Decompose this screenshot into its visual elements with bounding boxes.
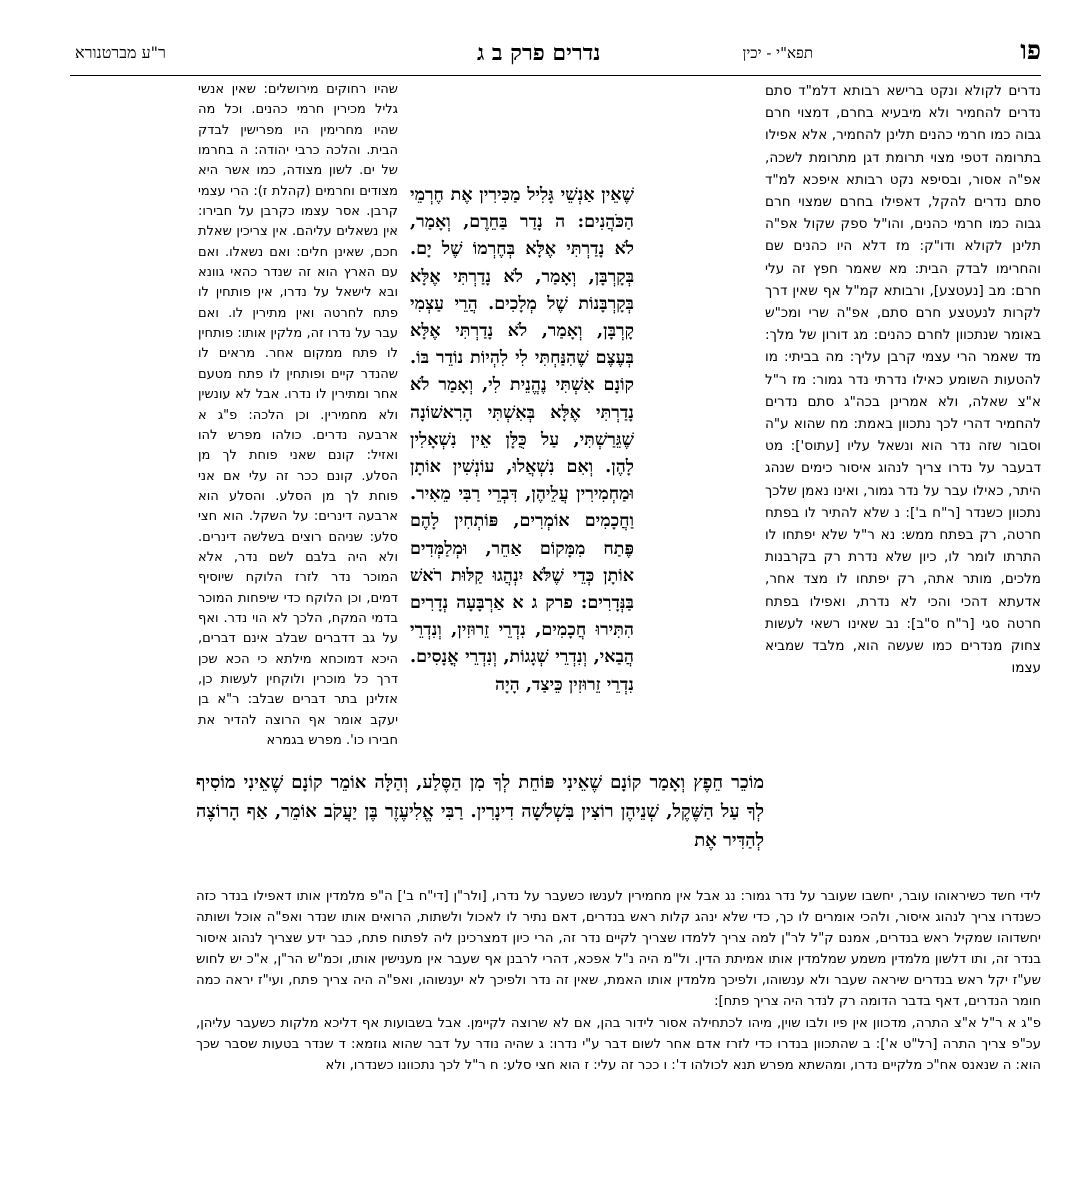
tiferet-yisrael-text: נדרים לקולא ונקט ברישא רבותא דלמ"ד סתם נדרים להחמיר ולא מיבעיא בחרם, דמצוי חרם גבוה כמו חרמי כהנים תלינן להחמיר, אלא אפילו בתרומה דטפי מצוי תרומת דגן מתרומת לשכה, אפ"ה אסור, ובסיפא נקט רבותא איפכא למ"ד סתם נדרים להקל, דאפילו בחרם שמצוי חרם גבוה כמו חרמי כהנים, והו"ל ספק שקול אפ"ה תלינן לקולא ודו"ק: מז דלא היו כהנים שם והחרימו לבדק הבית: מא שאמר חפץ זה עלי חרם: מב [נעטצע], ורבותא קמ"ל אף שאין דרך לקרות לנעטצע חרם סתם, אפ"ה שרי ומכ"ש באומר שנתכוון לחרם כהנים: מג דורון של מלך: מד שאמר הרי עצמי קרבן עליך: מה בביתי: מו להטעות השומע כאילו נדרתי נדר גמור: מז ר"ל א"צ שאלה, ולא אמרינן בכה"ג סתם נדרים להחמיר דהרי לכך נתכוון באמת: מח שהוא ע"ה וסבור שזה נדר הוא ונשאל עליו [עתוס']: מט דבעבר על נדרו צריך לנהוג איסור כימים שנהג היתר, כאילו עבר על נדר גמור, ואינו נאמן שלכך נתכוון כשנדר [ר"ח ב']: נ שלא להתיר לו בפתח חרטה, רק בפתח ממש: נא ר"ל שלא יפתחו לו התרתו לומר לו, כיון שלא נדרת רק בקרבנות מלכים, מותר אתה, רק יפתחו לו מצד אחר, אדעתא דהכי והכי לא נדרת, ואפילו בפתח חרטה סגי [ר"ח ס"ב]: נב שאינו רשאי לעשות צחוק מנדרים כמו שעשה הוא, מלבד שמביא עצמו: [765, 83, 1041, 677]
commentary-left-column: [198, 80, 398, 752]
footnote-paragraph: לידי חשד כשיראוהו עובר, יחשבו שעובר על נדר גמור: נג אבל אין מחמירין לענשו כשעבר על נדרו, [ולר"ן [די"ח ב'] ה"פ מלמדין אותו דאפילו בנדר כזה כשנדרו צריך לנהוג איסור, ולהכי אומרים לו כך, כדי שלא ינהג קלות ראש בנדרים, דאם נתיר לו לאכול ולשתות, הרואים אותו שנדר ואפ"ה אוכל ושותה יחשדוהו שמקיל ראש בנדרים, אמנם ק"ל לר"ן למה צריך ללמדו שצריך לקיים נדר זה, הרי כיון דמצרכינן ליה לפתוח פתח, כבר ידע שצריך לנהוג איסור בנדר זה, ותו דלשון מלמדין משמע שמלמדין אותו אמיתת הדין. ול"מ היה נ"ל אפכא, דהרי לרבנן אף שעבר אין מענישין אותו, וכמ"ש הר"ן, א"כ יש לחוש שע"ז יקל ראש בנדרים שיראה שעבר ולא ענשוהו, ולפיכך מלמדין אותו האמת, שאין זה נדר ולפיכך לא יענשוהו, ואפ"ה היה צריך פתח, ועי"ז יראה כמה חומר הנדרים, דאף בדבר הדומה רק לנדר היה צריך פתח]:: [196, 889, 1041, 1010]
mishna-text: שֶׁאֵין אַנְשֵׁי גָּלִיל מַכִּירִין אֶת חֶרְמֵי הַכֹּהֲנִים: ה נָדַר בַּחֵרֶם, וְאָמַר, לֹא נָדַרְתִּי אֶלָּא בְּחֶרְמוֹ שֶׁל יָם. בְּקָרְבָּן, וְאָמַר, לֹא נָדַרְתִּי אֶלָּא בְּקָרְבָּנוֹת שֶׁל מְלָכִים. הֲרֵי עַצְמִי קָרְבָּן, וְאָמַר, לֹא נָדַרְתִּי אֶלָּא בְּעֶצֶם שֶׁהִנַּחְתִּי לִי לִהְיוֹת נוֹדֵר בּוֹ. קוֹנָם אִשְׁתִּי נֶהֱנֵית לִי, וְאָמַר לֹא נָדַרְתִּי אֶלָּא בְּאִשְׁתִּי הָרִאשׁוֹנָה שֶׁגֵּרַשְׁתִּי, עַל כֻּלָּן אֵין נִשְׁאָלִין לָהֶן. וְאִם נִשְׁאֲלוּ, עוֹנְשִׁין אוֹתָן וּמַחְמִירִין עֲלֵיהֶן, דִּבְרֵי רַבִּי מֵאִיר. וַחֲכָמִים אוֹמְרִים, פּוֹתְחִין לָהֶם פֶּתַח מִמָּקוֹם אַחֵר, וּמְלַמְּדִים אוֹתָן כְּדֵי שֶׁלֹּא יִנְהֲגוּ קַלּוּת רֹאשׁ בַּנְּדָרִים: פרק ג א אַרְבָּעָה נְדָרִים הִתִּירוּ חֲכָמִים, נִדְרֵי זֵרוּזִין, וְנִדְרֵי הֲבַאי, וְנִדְרֵי שְׁגָגוֹת, וְנִדְרֵי אֳנָסִים. נִדְרֵי זֵרוּזִין כֵּיצַד, הָיָה: [410, 185, 634, 695]
footnotes-block: [196, 886, 1041, 1186]
commentary-right-column: [765, 80, 1041, 770]
mishna-continuation: [196, 768, 764, 885]
running-head-left: ר"ע מברטנורא: [75, 43, 166, 62]
mishna-main-text: [410, 182, 634, 762]
header-rule: [70, 75, 1041, 76]
page-header: [70, 38, 1041, 74]
running-head-title: נדרים פרק ב ג: [477, 40, 601, 66]
mishna-continuation-text: מוֹכֵר חֵפֶץ וְאָמַר קוֹנָם שֶׁאֵינִי פּוֹחֵת לְךָ מִן הַסֶּלַע, וְהַלָּה אוֹמֵר קוֹנָם שֶׁאֵינִי מוֹסִיף לְךָ עַל הַשֶּׁקֶל, שְׁנֵיהֶן רוֹצִין בִּשְׁלֹשָׁה דִינָרִין. רַבִּי אֱלִיעֶזֶר בֶּן יַעֲקֹב אוֹמֵר, אַף הָרוֹצֶה לְהַדִּיר אֶת: [196, 772, 764, 851]
page-number: פו: [1020, 36, 1041, 66]
bartenura-text: שהיו רחוקים מירושלים: שאין אנשי גליל מכירין חרמי כהנים. וכל מה שהיו מחרימין היו מפרישין לבדק הבית. והלכה כרבי יהודה: ה בחרמו של ים. לשון מצודה, כמו אשר היא מצודים וחרמים (קהלת ז): הרי עצמי קרבן. אסר עצמו כקרבן על חבירו: אין נשאלים עליהם. אין צריכין שאלת חכם, שאינן חלים: ואם נשאלו. ואם עם הארץ הוא זה שנדר כהאי גוונא ובא לישאל על נדרו, אין פותחין לו פתח לחרטה ואין מתירין לו. ואם עבר על נדרו זה, מלקין אותו: פותחין לו פתח ממקום אחר. מראים לו שהנדר קיים ופותחין לו פתח מטעם אחר ומתירין לו נדרו. אבל לא עונשין ולא מחמירין. וכן הלכה: פ"ג א ארבעה נדרים. כולהו מפרש להו ואזיל: קונם שאני פוחת לך מן הסלע. קונם ככר זה עלי אם אני פוחת לך מן הסלע. והסלע הוא ארבעה דינרים: על השקל. הוא חצי סלע: שניהם רוצים בשלשה דינרים. ולא היה בלבם לשם נדר, אלא המוכר נדר לזרז הלוקח שיוסיף דמים, וכן הלוקח כדי שיפחות המוכר בדמי המקח, הלכך לא הוי נדר. ואף על גב דדברים שבלב אינם דברים, היכא דמוכחא מילתא כי הכא שכן דרך כל מוכרין ולוקחין לעשות כן, אזלינן בתר דברים שבלב: ר"א בן יעקב אומר אף הרוצה להדיר את חבירו כו'. מפרש בגמרא: [198, 82, 398, 748]
running-head-right: תפא"י - יכין: [742, 44, 813, 62]
footnote-paragraph: פ"ג א ר"ל א"צ התרה, מדכוון אין פיו ולבו שוין, מיהו לכתחילה אסור לידור בהן, אם לא שרוצה לקיימן. אבל בשבועות אף דליכא מלקות כשעבר עליהן, עכ"פ צריך התרה [רל"ט א']: ב שהתכוון בנדרו כדי לזרז אדם אחר לשום דבר ע"י נדרו: ג שהיה נודר על דבר שהוא גוזמא: ד שנדר בטעות שסבר שכך הוא: ה שנאנס אח"כ מלקיים נדרו, ומהשתא מפרש תנא לכולהו ד': ו ככר זה עלי: ז הוא חצי סלע: ח ר"ל לכך נתכוונו כשנדרו, ולא: [196, 1015, 1041, 1073]
